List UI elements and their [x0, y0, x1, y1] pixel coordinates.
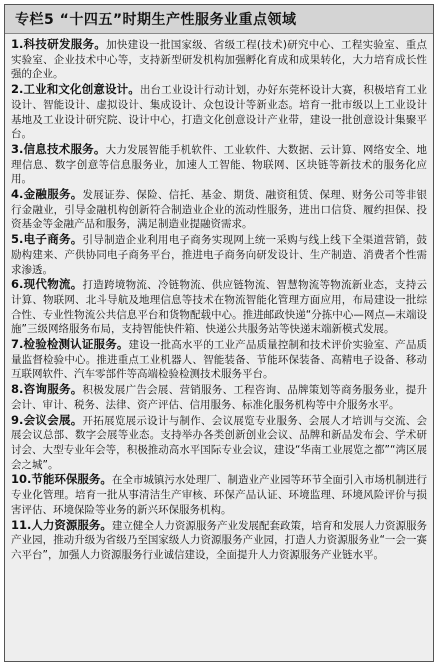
list-item [11, 413, 427, 473]
item-text: 建立健全人力资源服务产业发展配套政策，培育和发展人力资源服务产业园，推动升级为省级乃至国家级人力资源服务产业园，打造人力资源服务业“一会一赛六平台”，加强人力资源服务行业诚信建设，全面提升人力资源服务产业链水平。 [11, 519, 428, 561]
list-item [11, 232, 427, 277]
item-text: 加快建设一批国家级、省级工程(技术)研究中心、工程实验室、重点实验室、企业技术中心等，支持新型研发机构加强孵化育成和成果转化，大力培育成长性强的企业。 [11, 39, 427, 81]
list-item [11, 337, 427, 382]
item-text: 发展证券、保险、信托、基金、期货、融资租赁、保理、财务公司等非银行金融业，引导金融机构创新符合制造业企业的流动性服务，进出口信贷、履约担保、投资基金等金融产品和服务，满足制造业提融资需求。 [11, 189, 427, 231]
list-item [11, 187, 427, 232]
item-text: 积极发展广告会展、营销服务、工程咨询、品牌策划等商务服务业，提升会计、审计、税务、法律、资产评估、信用服务、标准化服务机构等中介服务水平。 [11, 384, 427, 411]
list-item [11, 277, 427, 337]
item-text: 在全市城镇污水处理厂、制造业产业园等环节全面引入市场机制进行专业化管理。培育一批从事清洁生产审核、环保产品认证、环境监理、环境风险评价与损害评估、环境保险等业务的新兴环保服务机构。 [11, 474, 428, 516]
item-text: 引导制造企业利用电子商务实现网上统一采购与线上线下全渠道营销，鼓励构建来、产供协同电子商务平台，推进电子商务向研发设计、生产制造、消费者个性需求渗透。 [11, 234, 427, 276]
item-title: 9.会议会展。 [11, 412, 83, 427]
item-title: 10.节能环保服务。 [11, 472, 112, 487]
list-item [11, 82, 427, 142]
item-title: 1.科技研发服务。 [11, 37, 107, 51]
item-text: 大力发展智能手机软件、工业软件、大数据、云计算、网络安全、地理信息、数字创意等信息服务业，加速人工智能、物联网、区块链等新技术的服务化应用。 [11, 143, 428, 186]
list-item [11, 382, 427, 412]
item-title: 5.电子商务。 [11, 232, 83, 247]
item-text: 打造跨境物流、冷链物流、供应链物流、智慧物流等物流新业态，支持云计算、物联网、北斗导航及地理信息等技术在物流智能化管理方面应用，布局建设一批综合性、专业性物流公共信息平台和货物配载中心。推进邮政快递“分拣中心—网点—末端设施”三级网络服务布局，支持智能快件箱、快递公共服务站等快递末端新模式发展。 [11, 279, 427, 336]
list-item [11, 37, 427, 82]
list-item [11, 518, 427, 563]
item-title: 7.检验检测认证服务。 [11, 337, 129, 352]
item-title: 8.咨询服务。 [11, 382, 83, 397]
item-title: 6.现代物流。 [11, 277, 83, 292]
list-item [11, 472, 427, 517]
item-text: 建设一批高水平的工业产品质量控制和技术评价实验室、产品质量监督检验中心。推进重点工业机器人、智能装备、节能环保装备、高精电子设备、移动互联网软件、汽车零部件等高端检验检测技术服务平台。 [11, 339, 427, 381]
info-box [4, 4, 434, 662]
list-item [11, 142, 427, 187]
box-title: 专栏5 “十四五”时期生产性服务业重点领域 [5, 5, 433, 34]
box-content [5, 34, 433, 563]
item-title: 3.信息技术服务。 [11, 141, 106, 156]
item-title: 11.人力资源服务。 [11, 517, 112, 532]
item-text: 开拓展览展示设计与制作、会议展览专业服务、会展人才培训与交流、会展会议总部、数字会展等业态。支持举办各类创新创业会议、品牌和新品发布会、学术研讨会、大型专业年会等，积极推动高水平国际专业会议，建设“华南工业展览之都”“湾区展会之城”。 [11, 414, 427, 471]
item-title: 4.金融服务。 [11, 187, 83, 202]
item-text: 出台工业设计行动计划，办好东莞杯设计大赛，积极培育工业设计、智能设计、虚拟设计、集成设计、众包设计等新业态。培育一批市级以上工业设计基地及工业设计研究院、设计中心，打造文化创意设计产业带，建设一批创意设计集聚平台。 [11, 84, 428, 141]
item-title: 2.工业和文化创意设计。 [11, 82, 140, 97]
